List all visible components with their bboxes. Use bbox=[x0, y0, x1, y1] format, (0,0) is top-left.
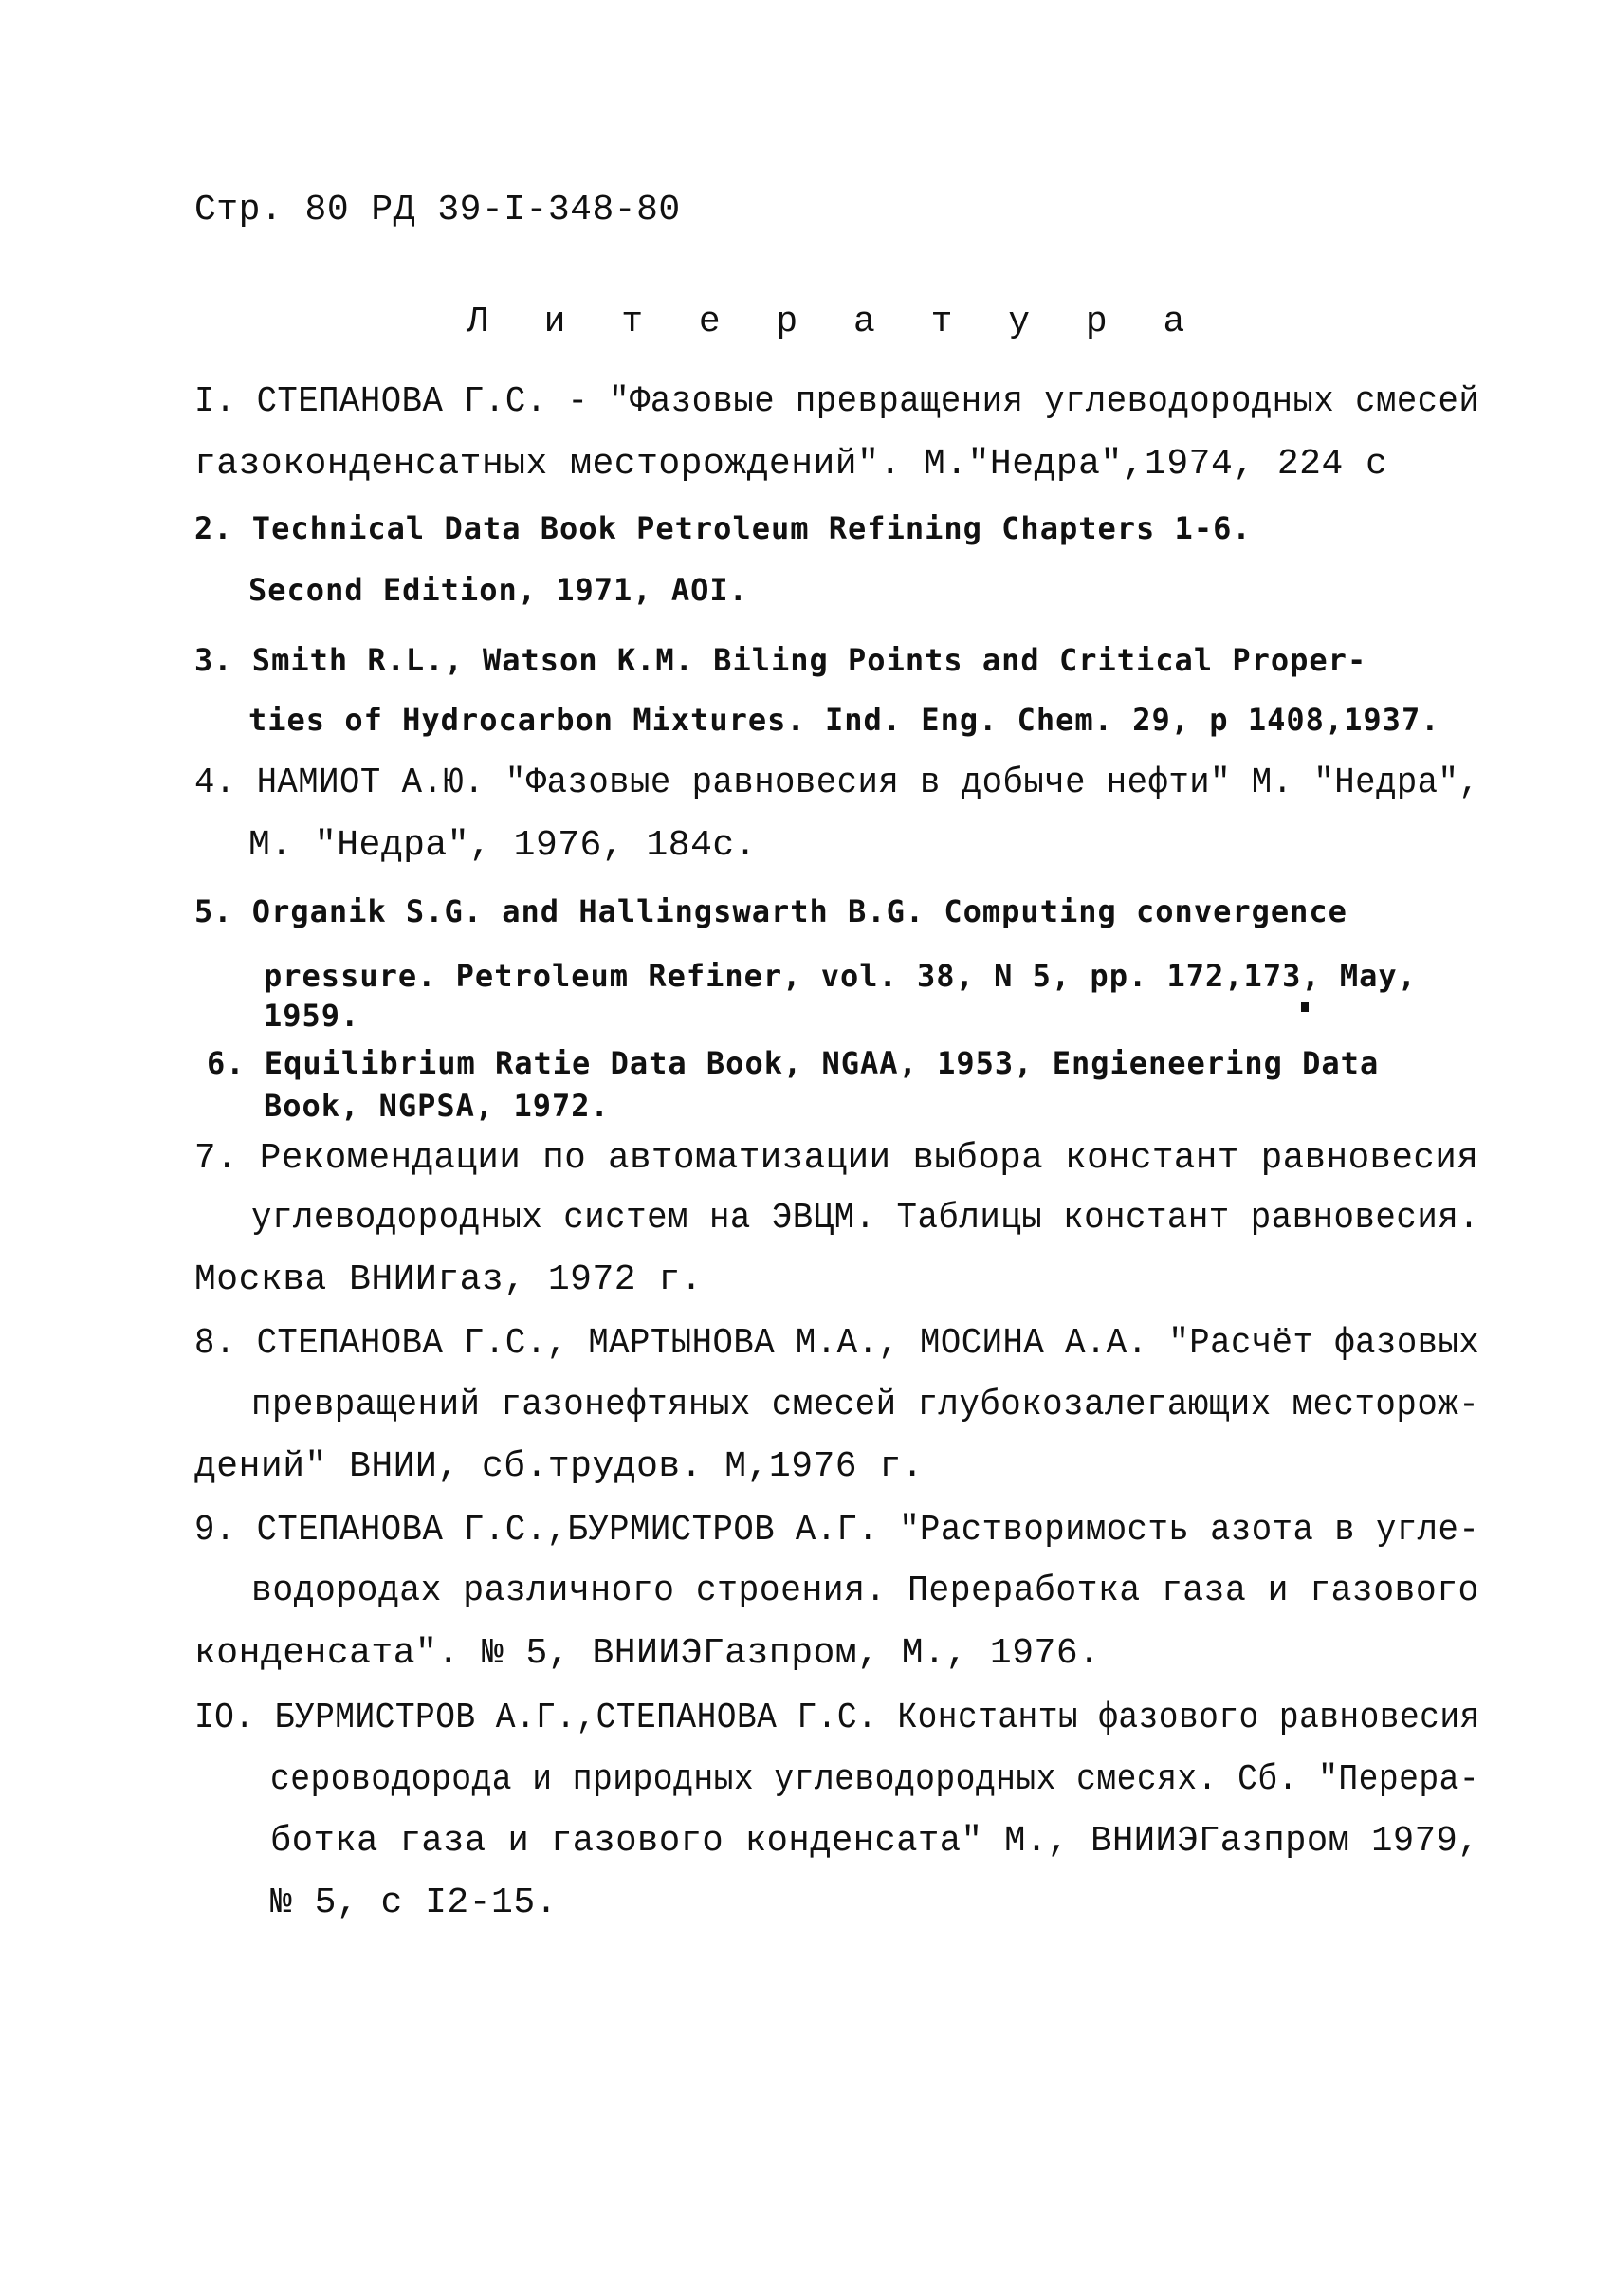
reference-5-line-2: pressure. Petroleum Refiner, vol. 38, N 5, pp. 172,173, May, bbox=[264, 958, 1417, 994]
reference-8-line-3: дений" ВНИИ, сб.трудов. М,1976 г. bbox=[194, 1446, 925, 1487]
reference-7-line-3: Москва ВНИИгаз, 1972 г. bbox=[194, 1259, 703, 1300]
reference-6-line-2: Book, NGPSA, 1972. bbox=[264, 1088, 610, 1124]
reference-8-line-2: превращений газонефтяных смесей глубокозалегающих месторож- bbox=[251, 1385, 1480, 1425]
reference-3-line-1: 3. Smith R.L., Watson K.M. Biling Points and Critical Proper- bbox=[194, 642, 1367, 678]
page-title: Л и т е р а т у р а bbox=[467, 302, 1202, 342]
reference-10-line-2: сероводорода и природных углеводородных смесях. Сб. "Перера- bbox=[270, 1759, 1480, 1800]
reference-2-line-1: 2. Technical Data Book Petroleum Refining Chapters 1-6. bbox=[194, 510, 1252, 546]
reference-9-line-1: 9. СТЕПАНОВА Г.С.,БУРМИСТРОВ А.Г. "Растворимость азота в угле- bbox=[194, 1510, 1480, 1551]
reference-9-line-3: конденсата". № 5, ВНИИЭГазпром, М., 1976. bbox=[194, 1633, 1101, 1674]
reference-1-line-1: I. СТЕПАНОВА Г.С. - "Фазовые превращения углеводородных смесей bbox=[194, 381, 1480, 422]
reference-5-line-1: 5. Organik S.G. and Hallingswarth B.G. Computing convergence bbox=[194, 893, 1347, 929]
reference-3-line-2: ties of Hydrocarbon Mixtures. Ind. Eng. Chem. 29, p 1408,1937. bbox=[248, 702, 1440, 738]
reference-1-line-2: газоконденсатных месторождений". М."Недра",1974, 224 с bbox=[194, 444, 1388, 485]
reference-7-line-1: 7. Рекомендации по автоматизации выбора констант равновесия bbox=[194, 1138, 1479, 1179]
reference-4-line-1: 4. НАМИОТ А.Ю. "Фазовые равновесия в добыче нефти" М. "Недра", bbox=[194, 762, 1480, 803]
reference-2-line-2: Second Edition, 1971, AOI. bbox=[248, 572, 748, 608]
reference-7-line-2: углеводородных систем на ЭВЦМ. Таблицы констант равновесия. bbox=[251, 1198, 1480, 1239]
reference-10-line-1: IO. БУРМИСТРОВ А.Г.,СТЕПАНОВА Г.С. Константы фазового равновесия bbox=[194, 1698, 1480, 1738]
reference-10-line-3: ботка газа и газового конденсата" М., ВНИИЭГазпром 1979, bbox=[270, 1821, 1480, 1862]
reference-6-line-1: 6. Equilibrium Ratie Data Book, NGAA, 1953, Engieneering Data bbox=[207, 1045, 1380, 1081]
reference-10-line-4: № 5, с I2-15. bbox=[270, 1883, 558, 1923]
stray-ink-mark bbox=[1301, 1002, 1309, 1012]
reference-4-line-2: М. "Недра", 1976, 184с. bbox=[248, 825, 757, 866]
reference-5-line-3: 1959. bbox=[264, 998, 360, 1034]
page-header: Стр. 80 РД 39-I-348-80 bbox=[194, 190, 681, 230]
reference-8-line-1: 8. СТЕПАНОВА Г.С., МАРТЫНОВА М.А., МОСИНА А.А. "Расчёт фазовых bbox=[194, 1323, 1480, 1364]
reference-9-line-2: водородах различного строения. Переработка газа и газового bbox=[251, 1570, 1479, 1611]
